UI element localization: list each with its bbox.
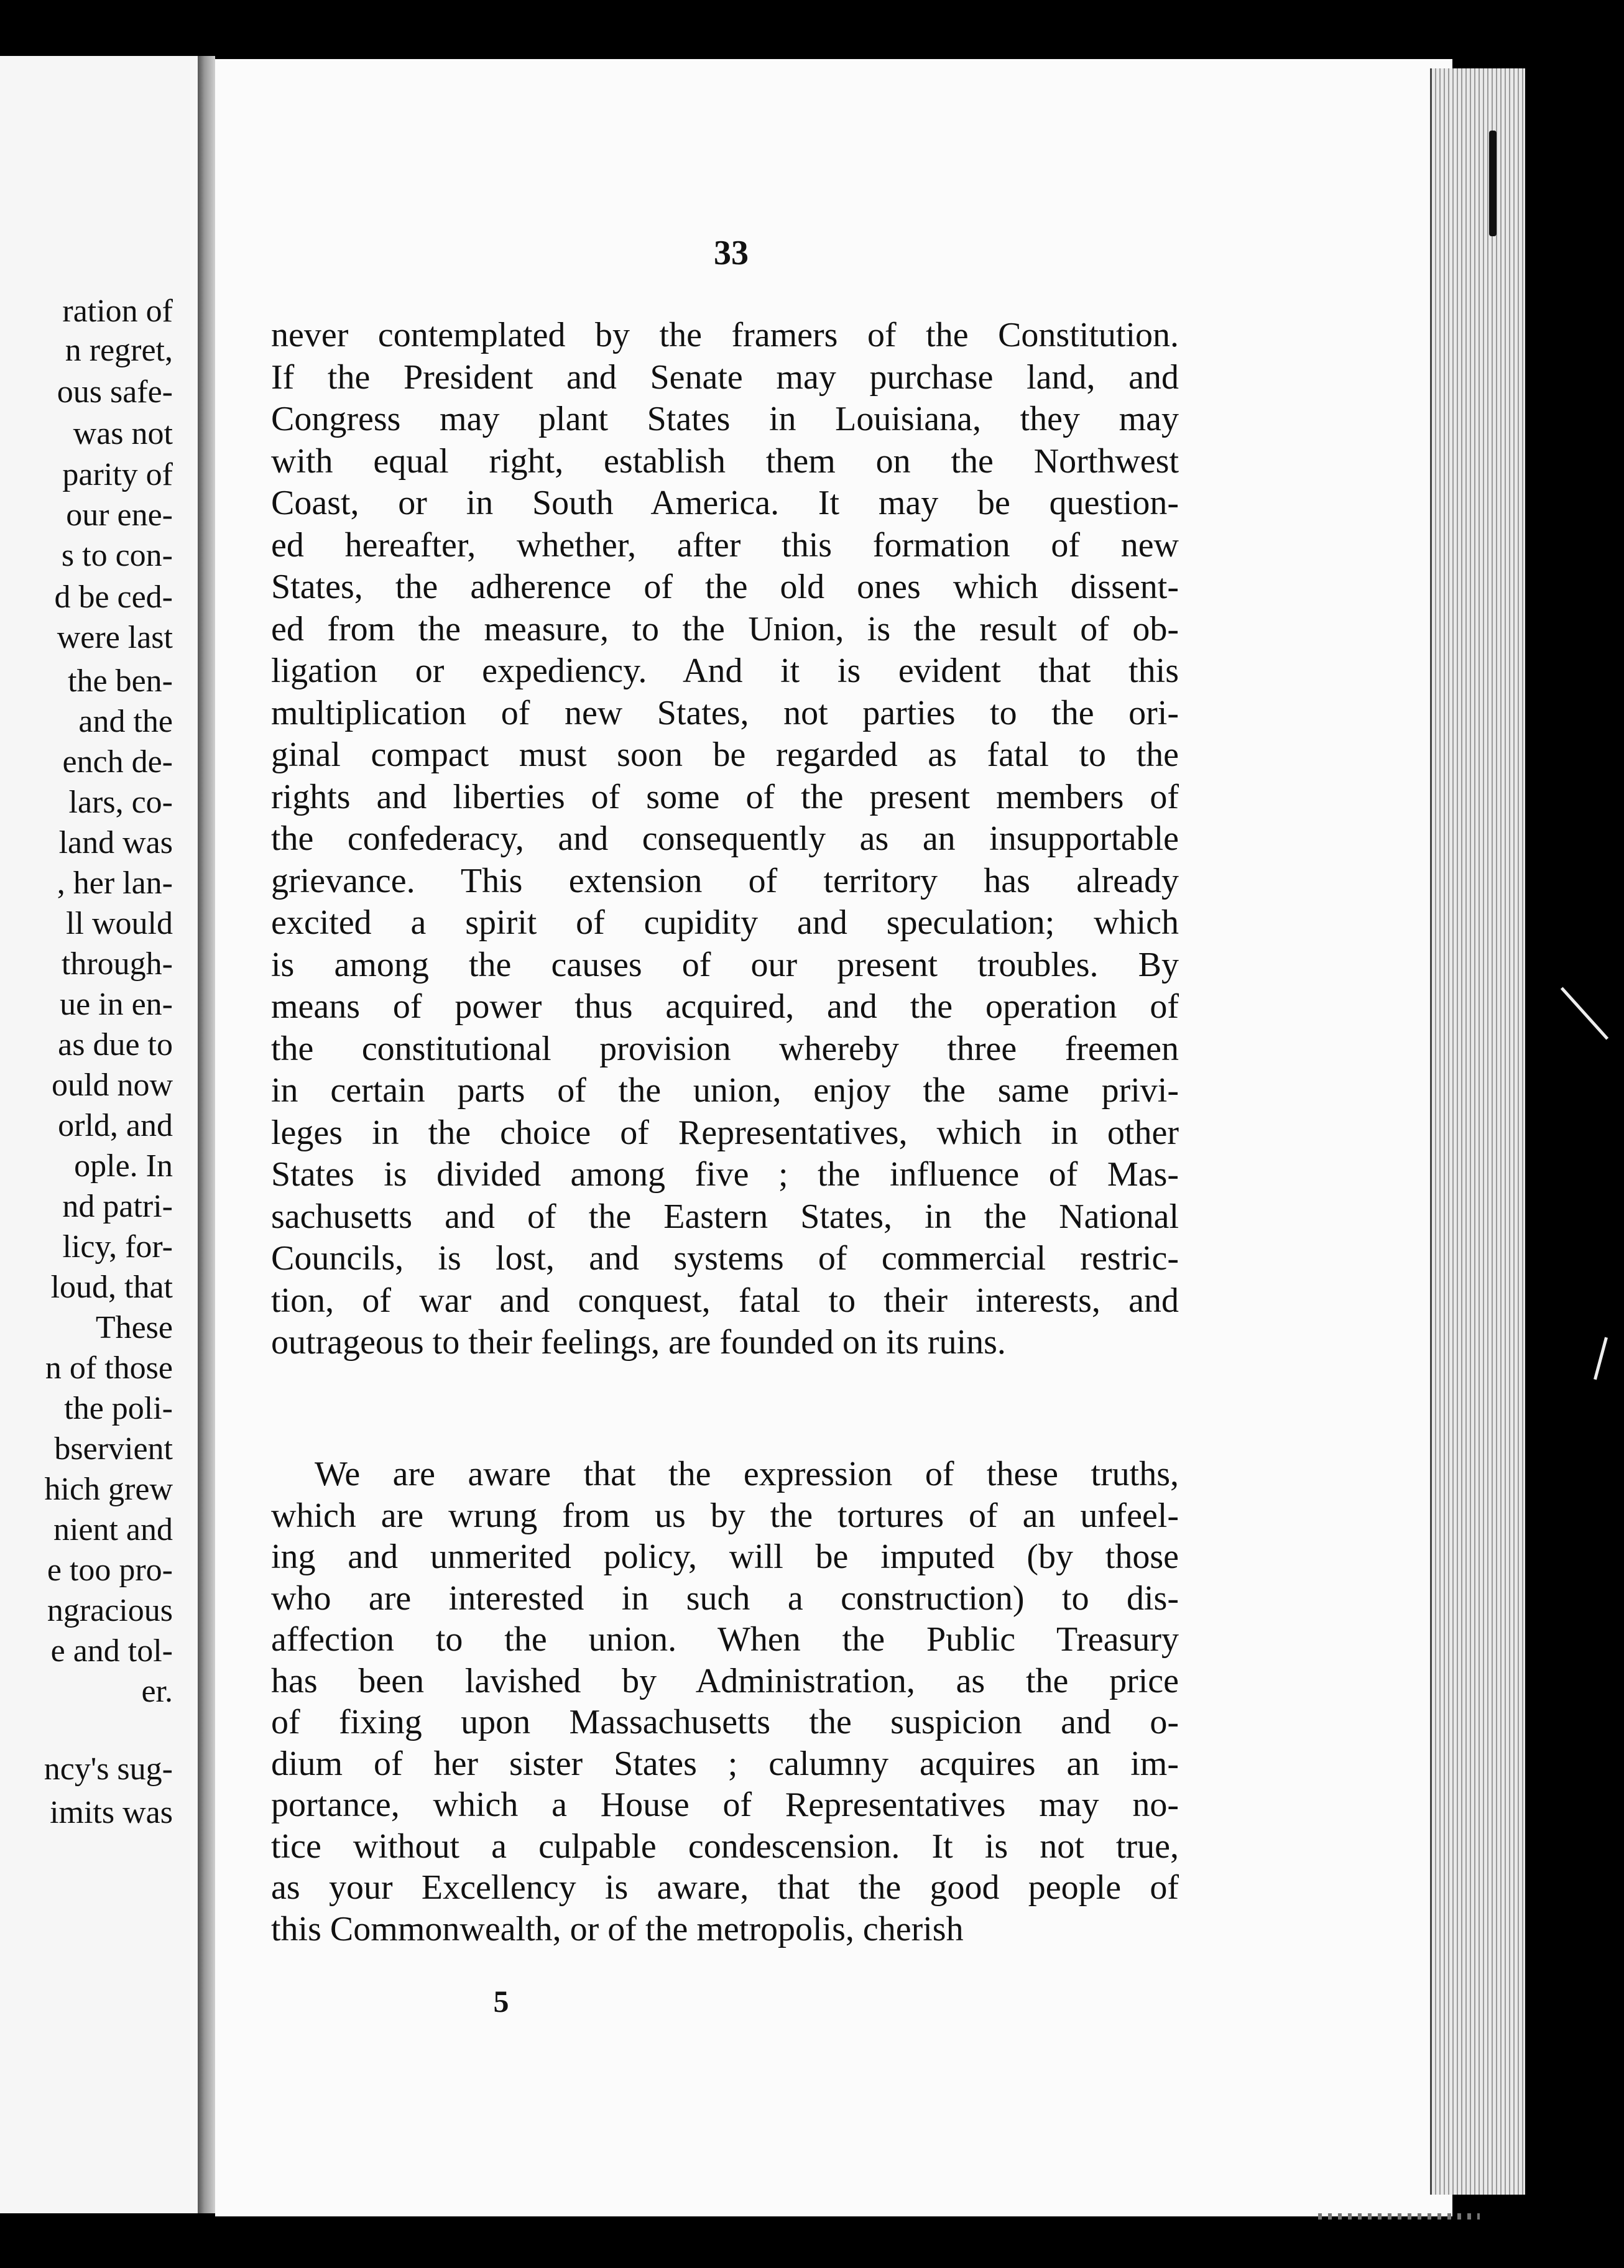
facing-page-line: hich grew bbox=[44, 1472, 173, 1507]
text-line: ing and unmerited policy, will be imputed (by those bbox=[271, 1537, 1179, 1576]
text-line: as your Excellency is aware, that the good people of bbox=[271, 1868, 1179, 1907]
facing-page-left bbox=[0, 56, 199, 2213]
text-line: never contemplated by the framers of the Constitution. bbox=[271, 316, 1179, 354]
facing-page-line: ue in en- bbox=[60, 987, 173, 1022]
facing-page-line: ration of bbox=[62, 293, 173, 329]
facing-page-line: nient and bbox=[53, 1512, 173, 1547]
text-line: States, the adherence of the old ones which dissent- bbox=[271, 568, 1179, 606]
facing-page-line: ench de- bbox=[62, 744, 173, 780]
text-line: ed from the measure, to the Union, is the result of ob- bbox=[271, 609, 1179, 648]
text-line: who are interested in such a construction) to dis- bbox=[271, 1579, 1179, 1618]
page-edges bbox=[1430, 68, 1525, 2195]
facing-page-line: bservient bbox=[54, 1431, 173, 1467]
text-line: multiplication of new States, not parties to the ori- bbox=[271, 693, 1179, 732]
scan-scratch bbox=[1561, 987, 1608, 1040]
facing-page-line: the ben- bbox=[68, 663, 173, 699]
facing-page-line: through- bbox=[61, 946, 173, 982]
facing-page-line: , her lan- bbox=[57, 865, 173, 901]
facing-page-line: n of those bbox=[45, 1350, 173, 1386]
text-line: rights and liberties of some of the present members of bbox=[271, 777, 1179, 816]
text-line: tion, of war and conquest, fatal to their interests, and bbox=[271, 1281, 1179, 1320]
facing-page-line: e and tol- bbox=[50, 1633, 173, 1669]
facing-page-line: d be ced- bbox=[54, 579, 173, 615]
text-line: grievance. This extension of territory has already bbox=[271, 861, 1179, 900]
facing-page-line: land was bbox=[58, 825, 173, 860]
facing-page-line: orld, and bbox=[58, 1108, 173, 1143]
signature-mark: 5 bbox=[493, 1984, 509, 2019]
text-line: sachusetts and of the Eastern States, in the National bbox=[271, 1197, 1179, 1236]
facing-page-line: nd patri- bbox=[62, 1189, 173, 1224]
text-line: ed hereafter, whether, after this formation of new bbox=[271, 525, 1179, 565]
text-line: States is divided among five ; the influence of Mas- bbox=[271, 1155, 1179, 1194]
facing-page-line: ould now bbox=[52, 1067, 173, 1103]
facing-page-line: ncy's sug- bbox=[44, 1751, 173, 1787]
facing-page-line: ll would bbox=[66, 906, 173, 941]
text-line: leges in the choice of Representatives, which in other bbox=[271, 1113, 1179, 1152]
scan-scratch bbox=[1594, 1337, 1608, 1380]
facing-page-line: ople. In bbox=[74, 1148, 173, 1184]
text-line: We are aware that the expression of these truths, bbox=[315, 1455, 1179, 1493]
facing-page-line: parity of bbox=[62, 457, 173, 492]
text-line: ginal compact must soon be regarded as fatal to the bbox=[271, 735, 1179, 774]
facing-page-line: e too pro- bbox=[47, 1552, 173, 1588]
book-gutter bbox=[198, 56, 215, 2213]
text-line: the constitutional provision whereby three freemen bbox=[271, 1029, 1179, 1068]
facing-page-line: ous safe- bbox=[57, 374, 173, 410]
page-33 bbox=[215, 59, 1452, 2216]
facing-page-line: as due to bbox=[58, 1027, 173, 1063]
text-line: of fixing upon Massachusetts the suspicion and o- bbox=[271, 1703, 1179, 1741]
facing-page-line: and the bbox=[78, 704, 173, 739]
text-line: the confederacy, and consequently as an insupportable bbox=[271, 819, 1179, 858]
facing-page-line: These bbox=[95, 1310, 173, 1345]
facing-page-line: s to con- bbox=[61, 538, 173, 573]
facing-page-line: lars, co- bbox=[68, 785, 173, 820]
facing-page-line: licy, for- bbox=[62, 1229, 173, 1265]
text-line: this Commonwealth, or of the metropolis, cherish bbox=[271, 1909, 964, 1948]
facing-page-line: our ene- bbox=[66, 497, 173, 533]
text-line: which are wrung from us by the tortures of an unfeel- bbox=[271, 1496, 1179, 1535]
facing-page-line: the poli- bbox=[64, 1391, 173, 1426]
facing-page-line: was not bbox=[73, 416, 173, 451]
text-line: Coast, or in South America. It may be question- bbox=[271, 484, 1179, 522]
text-line: has been lavished by Administration, as the price bbox=[271, 1661, 1179, 1700]
facing-page-line: ngracious bbox=[47, 1593, 173, 1628]
text-line: tice without a culpable condescension. It is not true, bbox=[271, 1827, 1179, 1866]
text-line: If the President and Senate may purchase land, and bbox=[271, 357, 1179, 397]
facing-page-line: er. bbox=[141, 1674, 173, 1709]
text-line: means of power thus acquired, and the operation of bbox=[271, 987, 1179, 1026]
facing-page-line: loud, that bbox=[50, 1270, 173, 1305]
text-line: Councils, is lost, and systems of commercial restric- bbox=[271, 1239, 1179, 1278]
page-number: 33 bbox=[714, 234, 749, 272]
text-line: Congress may plant States in Louisiana, they may bbox=[271, 400, 1179, 438]
text-line: is among the causes of our present troubles. By bbox=[271, 945, 1179, 984]
edge-mark bbox=[1489, 131, 1497, 236]
text-line: ligation or expediency. And it is evident that this bbox=[271, 652, 1179, 690]
facing-page-line: n regret, bbox=[65, 333, 173, 368]
text-line: with equal right, establish them on the Northwest bbox=[271, 441, 1179, 481]
facing-page-line: were last bbox=[57, 620, 173, 655]
text-line: portance, which a House of Representatives may no- bbox=[271, 1786, 1179, 1824]
text-line: outrageous to their feelings, are founded on its ruins. bbox=[271, 1323, 1006, 1362]
text-line: excited a spirit of cupidity and speculation; which bbox=[271, 903, 1179, 942]
facing-page-line: imits was bbox=[50, 1795, 173, 1830]
text-line: in certain parts of the union, enjoy the same privi- bbox=[271, 1071, 1179, 1110]
scan-edge-dots bbox=[1318, 2213, 1480, 2220]
text-line: affection to the union. When the Public Treasury bbox=[271, 1620, 1179, 1659]
text-line: dium of her sister States ; calumny acquires an im- bbox=[271, 1744, 1179, 1783]
